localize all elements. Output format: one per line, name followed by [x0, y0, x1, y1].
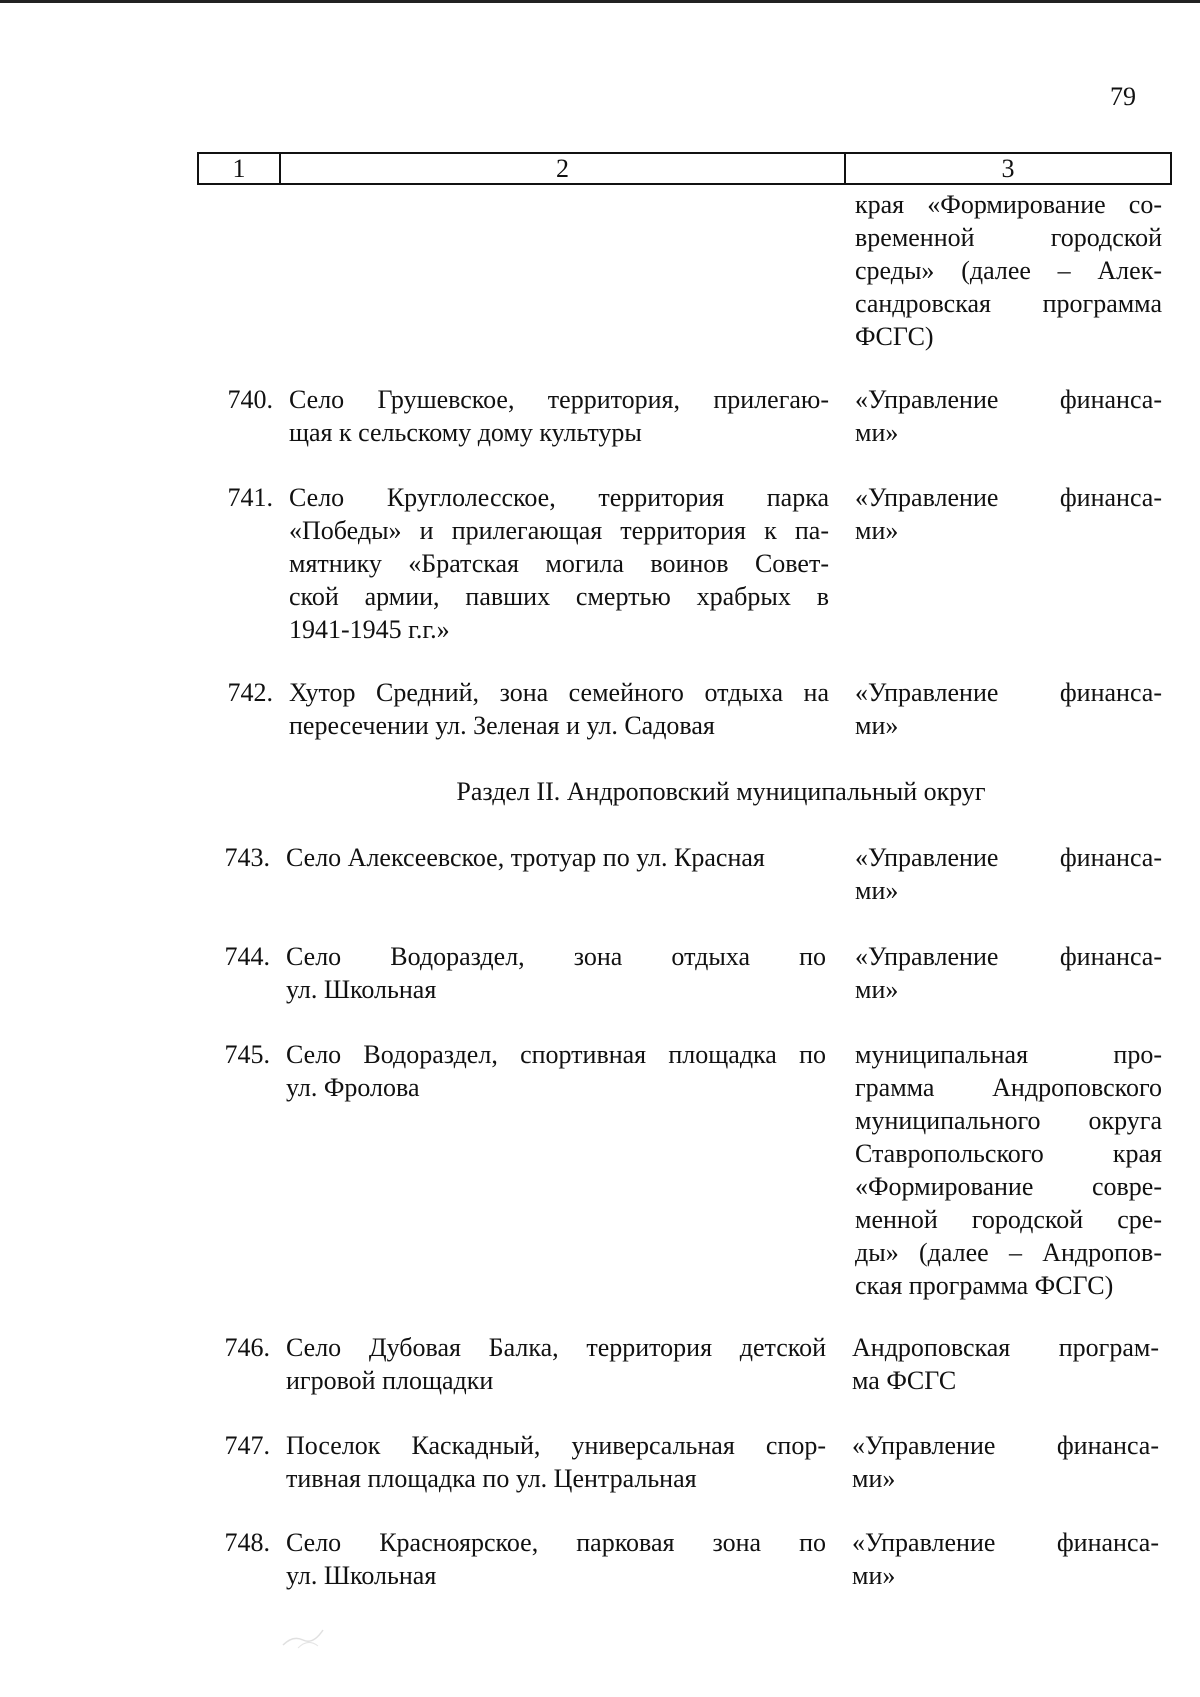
row-number: 747. — [224, 1431, 270, 1460]
row-source — [855, 841, 1162, 907]
text-line: «Управление финанса- — [855, 385, 1162, 414]
text-line: «Управление финанса- — [852, 1431, 1159, 1460]
top-rule — [0, 0, 1200, 3]
text-line: Село Алексеевское, тротуар по ул. Красная — [286, 843, 765, 872]
text-line: «Управление финанса- — [855, 843, 1162, 872]
page-number: 79 — [1110, 82, 1136, 111]
text-line: щая к сельскому дому культуры — [289, 418, 642, 447]
continuation-cell — [855, 188, 1162, 353]
text-line: ма ФСГС — [852, 1366, 957, 1395]
text-line: «Управление финанса- — [855, 942, 1162, 971]
text-line: «Управление финанса- — [855, 483, 1162, 512]
row-source — [855, 1038, 1162, 1302]
row-number: 741. — [227, 483, 273, 512]
section-title: Раздел II. Андроповский муниципальный округ — [456, 777, 986, 806]
text-line: игровой площадки — [286, 1366, 494, 1395]
row-number: 748. — [224, 1528, 270, 1557]
row-source — [852, 1526, 1159, 1592]
text-line: временной городской — [855, 223, 1162, 252]
text-line: Село Водораздел, зона отдыха по — [286, 942, 826, 971]
row-source — [855, 383, 1162, 449]
text-line: муниципального округа — [855, 1106, 1162, 1135]
text-line: мятнику «Братская могила воинов Совет- — [289, 549, 829, 578]
text-line: «Победы» и прилегающая территория к па- — [289, 516, 829, 545]
text-line: ская программа ФСГС) — [855, 1271, 1114, 1300]
text-line: сандровская программа — [855, 289, 1162, 318]
text-line: Село Круглолесское, территория парка — [289, 483, 829, 512]
table-header-col3 — [844, 152, 1172, 185]
text-line: ми» — [852, 1464, 896, 1493]
text-line: ми» — [855, 418, 899, 447]
text-line: Село Грушевское, территория, прилегаю- — [289, 385, 829, 414]
row-source — [852, 1429, 1159, 1495]
text-line: «Управление финанса- — [855, 678, 1162, 707]
text-line: ми» — [852, 1561, 896, 1590]
table-header-col2 — [279, 152, 844, 185]
row-number: 746. — [224, 1333, 270, 1362]
text-line: ми» — [855, 876, 899, 905]
text-line: Поселок Каскадный, универсальная спор- — [286, 1431, 826, 1460]
row-description — [286, 1429, 826, 1495]
text-line: ФСГС) — [855, 322, 934, 351]
text-line: тивная площадка по ул. Центральная — [286, 1464, 697, 1493]
row-number: 742. — [227, 678, 273, 707]
text-line: 1941-1945 г.г.» — [289, 615, 450, 644]
text-line: ми» — [855, 516, 899, 545]
text-line: пересечении ул. Зеленая и ул. Садовая — [289, 711, 715, 740]
row-description — [286, 1038, 826, 1104]
row-source — [852, 1331, 1159, 1397]
row-number: 743. — [224, 843, 270, 872]
header-label: 3 — [1001, 154, 1015, 183]
header-label: 1 — [232, 154, 246, 183]
text-line: Село Водораздел, спортивная площадка по — [286, 1040, 826, 1069]
table-header-col1 — [197, 152, 279, 185]
text-line: ми» — [855, 975, 899, 1004]
row-source — [855, 481, 1162, 547]
text-line: ул. Фролова — [286, 1073, 420, 1102]
text-line: муниципальная про- — [855, 1040, 1162, 1069]
text-line: «Управление финанса- — [852, 1528, 1159, 1557]
row-number: 745. — [224, 1040, 270, 1069]
text-line: Село Дубовая Балка, территория детской — [286, 1333, 826, 1362]
row-description — [286, 1526, 826, 1592]
text-line: края «Формирование со- — [855, 190, 1162, 219]
row-source — [855, 676, 1162, 742]
text-line: грамма Андроповского — [855, 1073, 1162, 1102]
text-line: Село Красноярское, парковая зона по — [286, 1528, 826, 1557]
text-line: ул. Школьная — [286, 1561, 437, 1590]
text-line: среды» (далее – Алек- — [855, 256, 1162, 285]
text-line: ул. Школьная — [286, 975, 437, 1004]
text-line: «Формирование совре- — [855, 1172, 1162, 1201]
header-label: 2 — [556, 154, 569, 183]
row-description — [286, 940, 826, 1006]
text-line: ской армии, павших смертью храбрых в — [289, 582, 829, 611]
text-line: Андроповская програм- — [852, 1333, 1159, 1362]
row-number: 740. — [227, 385, 273, 414]
row-source — [855, 940, 1162, 1006]
text-line: ды» (далее – Андропов- — [855, 1238, 1162, 1267]
row-number: 744. — [224, 942, 270, 971]
row-description — [289, 481, 829, 646]
text-line: ми» — [855, 711, 899, 740]
text-line: Ставропольского края — [855, 1139, 1162, 1168]
row-description — [286, 841, 826, 874]
row-description — [289, 383, 829, 449]
row-description — [289, 676, 829, 742]
row-description — [286, 1331, 826, 1397]
text-line: Хутор Средний, зона семейного отдыха на — [289, 678, 829, 707]
scan-smudge — [278, 1620, 338, 1650]
text-line: менной городской сре- — [855, 1205, 1162, 1234]
